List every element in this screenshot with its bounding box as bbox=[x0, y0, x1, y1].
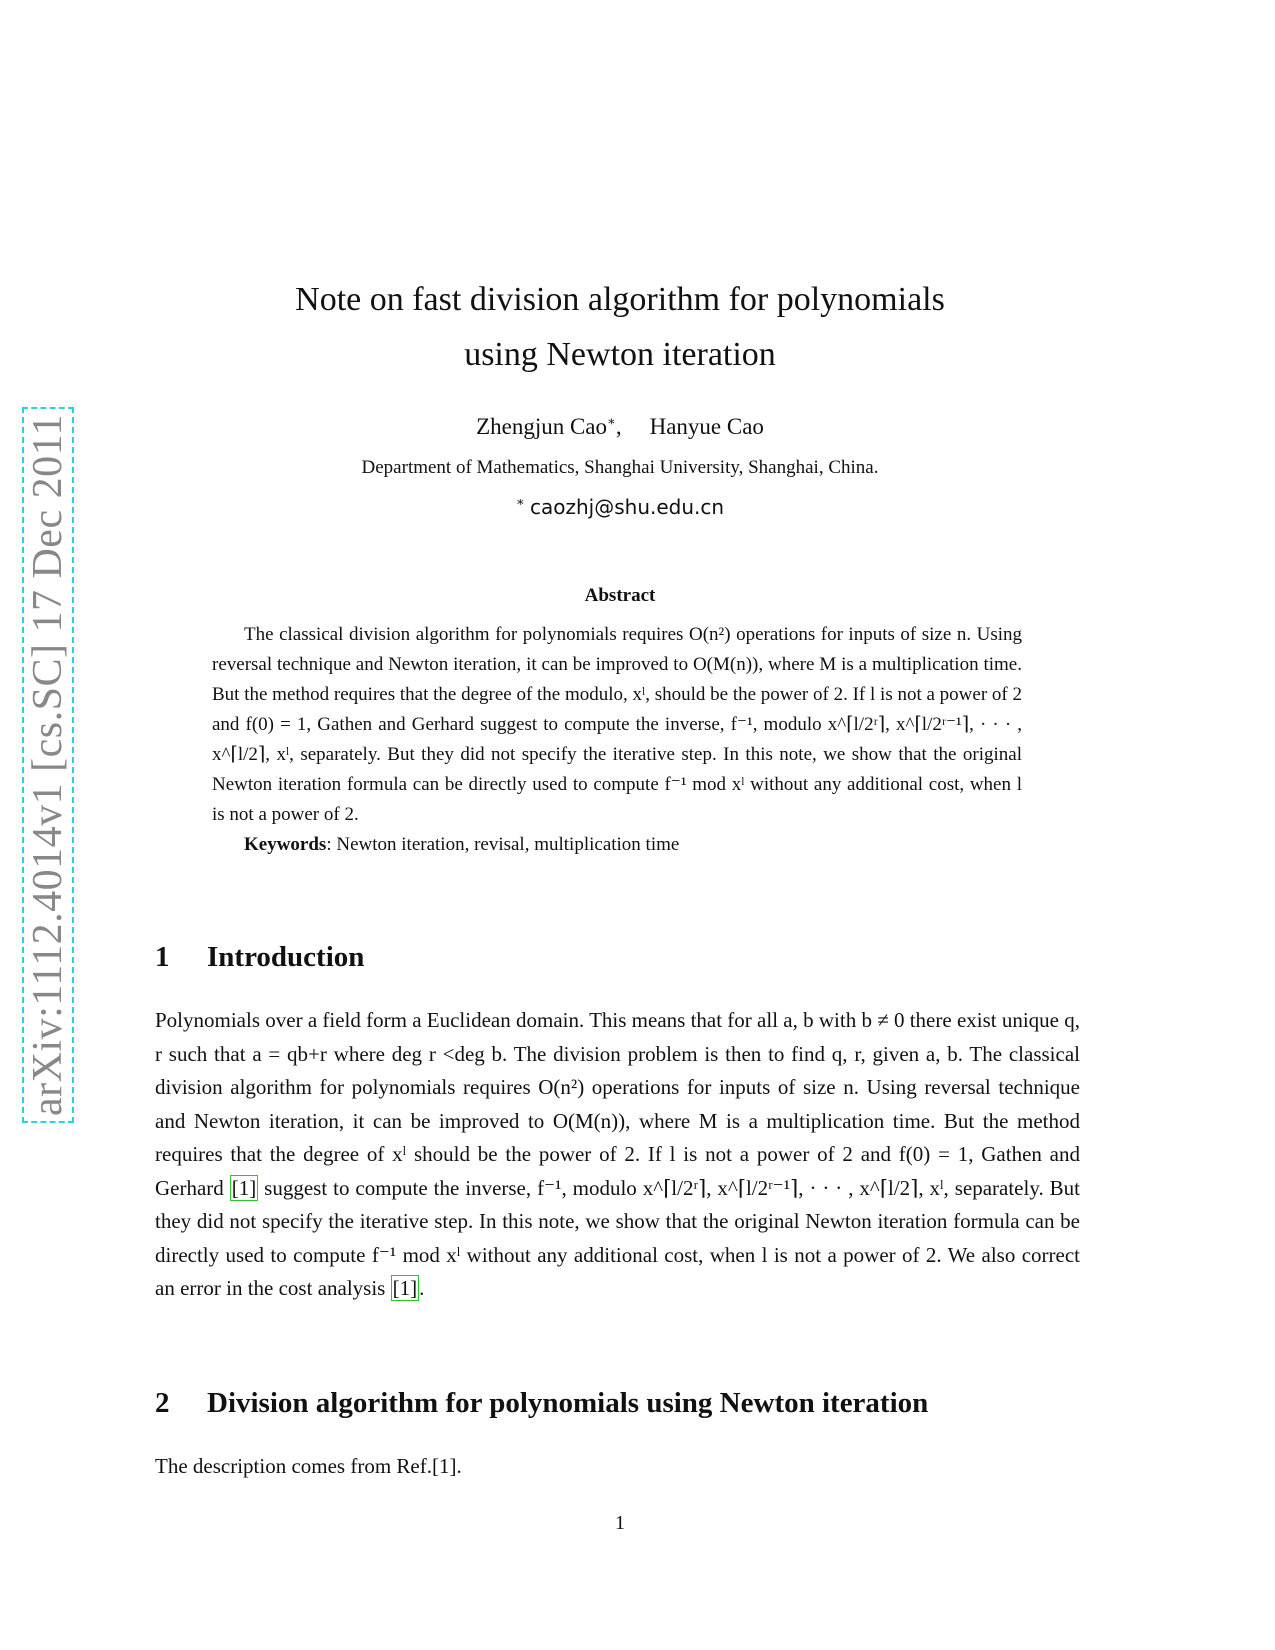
citation-link[interactable]: [1] bbox=[392, 1276, 418, 1300]
intro-text-a: Polynomials over a field form a Euclidean domain. This means that for all a, b with b ≠ 0 there exist unique q, r such that a = qb+r where deg r <deg b. The division problem is then to find q, r, given a, b. The classical division algorithm for polynomials requires O(n²) operations for inputs of size n. Using reversal technique and Newton iteration, it can be improved to O(M(n)), where M is a multiplication time. But the method requires that the degree of xˡ should be the power of 2. If l is not a power of 2 and f(0) = 1, Gathen and Gerhard bbox=[155, 1008, 1081, 1200]
section-heading-introduction bbox=[155, 941, 364, 974]
email-mark: ∗ bbox=[515, 494, 525, 509]
keywords-label: Keywords bbox=[244, 834, 327, 855]
keywords-text: : Newton iteration, revisal, multiplication time bbox=[326, 834, 680, 855]
introduction-paragraph bbox=[155, 1004, 1080, 1306]
section-number: 1 bbox=[155, 941, 170, 973]
section-2-paragraph: The description comes from Ref.[1]. bbox=[155, 1454, 462, 1478]
abstract-text: The classical division algorithm for polynomials requires O(n²) operations for inputs of size n. Using reversal technique and Newton iteration, it can be improved to O(M(n)), where M is a multiplication time. But the method requires that the degree of the modulo, xˡ, should be the power of 2. If l is not a power of 2 and f(0) = 1, Gathen and Gerhard suggest to compute the inverse, f⁻¹, modulo x^⌈l/2ʳ⌉, x^⌈l/2ʳ⁻¹⌉, · · · , x^⌈l/2⌉, xˡ, separately. But they did not specify the iterative step. In this note, we show that the original Newton iteration formula can be directly used to compute f⁻¹ mod xˡ without any additional cost, when l is not a power of 2. bbox=[212, 624, 1022, 825]
keywords-line bbox=[212, 830, 1022, 860]
title-line-2: using Newton iteration bbox=[464, 336, 776, 373]
author-list bbox=[300, 414, 940, 440]
intro-text-c: . bbox=[419, 1276, 425, 1300]
intro-text-b: suggest to compute the inverse, f⁻¹, modulo x^⌈l/2ʳ⌉, x^⌈l/2ʳ⁻¹⌉, · · · , x^⌈l/2⌉, xˡ, separately. But they did not specify the iterative step. In this note, we show that the original Newton iteration formula can be directly used to compute f⁻¹ mod xˡ without any additional cost, when l is not a power of 2. We also correct an error in the cost analysis bbox=[155, 1175, 1080, 1300]
email-link[interactable]: caozhj@shu.edu.cn bbox=[530, 495, 725, 519]
author-1: Zhengjun Cao bbox=[476, 414, 608, 439]
affiliation: Department of Mathematics, Shanghai University, Shanghai, China. bbox=[361, 457, 879, 478]
section-number: 2 bbox=[155, 1387, 170, 1419]
title-line-1: Note on fast division algorithm for polynomials bbox=[295, 281, 945, 318]
arxiv-stamp-text: arXiv:1112.4014v1 [cs.SC] 17 Dec 2011 bbox=[25, 413, 71, 1117]
section-heading-division-algorithm bbox=[155, 1387, 1080, 1420]
citation-link[interactable]: [1] bbox=[231, 1175, 257, 1200]
paper-title bbox=[200, 272, 1040, 382]
author-separator: , bbox=[615, 414, 622, 439]
abstract-body bbox=[212, 620, 1022, 860]
page-number: 1 bbox=[615, 1512, 625, 1534]
abstract-heading: Abstract bbox=[584, 585, 656, 606]
email-line bbox=[300, 495, 940, 520]
section-title: Introduction bbox=[207, 941, 365, 973]
author-2: Hanyue Cao bbox=[649, 414, 764, 439]
author-1-mark: ∗ bbox=[607, 413, 616, 429]
section-title: Division algorithm for polynomials using Newton iteration bbox=[207, 1387, 929, 1419]
